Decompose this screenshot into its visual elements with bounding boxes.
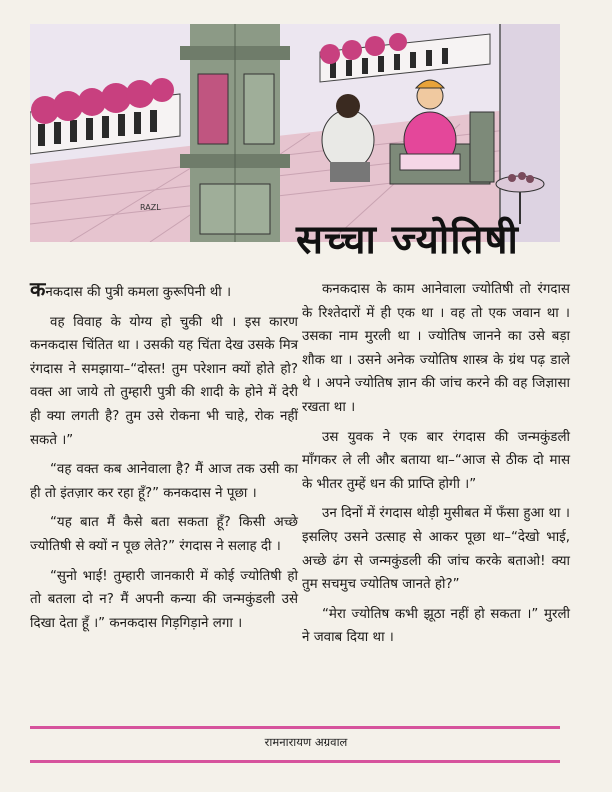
paragraph: वह विवाह के योग्य हो चुकी थी । इस कारण कनकदास चिंतित था । उसकी यह चिंता देख उसके मित्र रंगदास ने समझाया–“दोस्त! तुम परेशान क्यों होते हो? वक्त आ जाये तो तुम्हारी पुत्री की शादी के होने में देरी ही क्या लगती है? तुम उसे रोकना भी चाहे, रोक नहीं सकते ।”: [30, 314, 298, 448]
paragraph: [30, 278, 298, 305]
left-column: [30, 278, 298, 641]
paragraph: “वह वक्त कब आनेवाला है? मैं आज तक उसी का ही तो इंतज़ार कर रहा हूँ?” कनकदास ने पूछा ।: [30, 462, 298, 501]
paragraph: “मेरा ज्योतिष कभी झूठा नहीं हो सकता ।” मुरली ने जवाब दिया था ।: [302, 606, 570, 646]
illustration-signature: RAZL: [140, 203, 161, 212]
divider-top: [30, 726, 560, 729]
paragraph-text: नकदास की पुत्री कमला कुरूपिनी थी ।: [45, 285, 232, 300]
right-column: [302, 278, 570, 656]
paragraph: कनकदास के काम आनेवाला ज्योतिषी तो रंगदास के रिश्तेदारों में ही एक था । वह तो एक जवान था । उसका नाम मुरली था । ज्योतिष जानने का उसे बड़ा शौक था । उसने अनेक ज्योतिष शास्त्र के ग्रंथ पढ़ डाले थे । अपने ज्योतिष ज्ञान की जांच करने की वह जिज्ञासा रखता था ।: [302, 282, 570, 415]
story-title: सच्चा ज्योतिषी: [296, 216, 519, 263]
paragraph: “सुनो भाई! तुम्हारी जानकारी में कोई ज्योतिषी हो तो बतला दो न? मैं अपनी कन्या की जन्मकुंडली उसे दिखा देता हूँ ।” कनकदास गिड़गिड़ाने लगा ।: [30, 568, 298, 631]
drop-cap: क: [30, 277, 46, 301]
author-name: रामनारायण अग्रवाल: [264, 735, 348, 749]
paragraph: “यह बात मैं कैसे बता सकता हूँ? किसी अच्छे ज्योतिषी से क्यों न पूछ लेते?” रंगदास ने सलाह दी ।: [30, 515, 298, 554]
paragraph: उस युवक ने एक बार रंगदास की जन्मकुंडली माँगकर ले ली और बताया था–“आज से ठीक दो मास के भीतर तुम्हें धन की प्राप्ति होगी ।”: [302, 429, 570, 492]
divider-bottom: [30, 760, 560, 763]
paragraph: उन दिनों में रंगदास थोड़ी मुसीबत में फँसा हुआ था । इसलिए उसने उत्साह से आकर पूछा था–“देखो भाई, अच्छे ढंग से जन्मकुंडली की जांच करके बताओ! क्या तुम सचमुच ज्योतिष जानते हो?”: [302, 506, 570, 593]
